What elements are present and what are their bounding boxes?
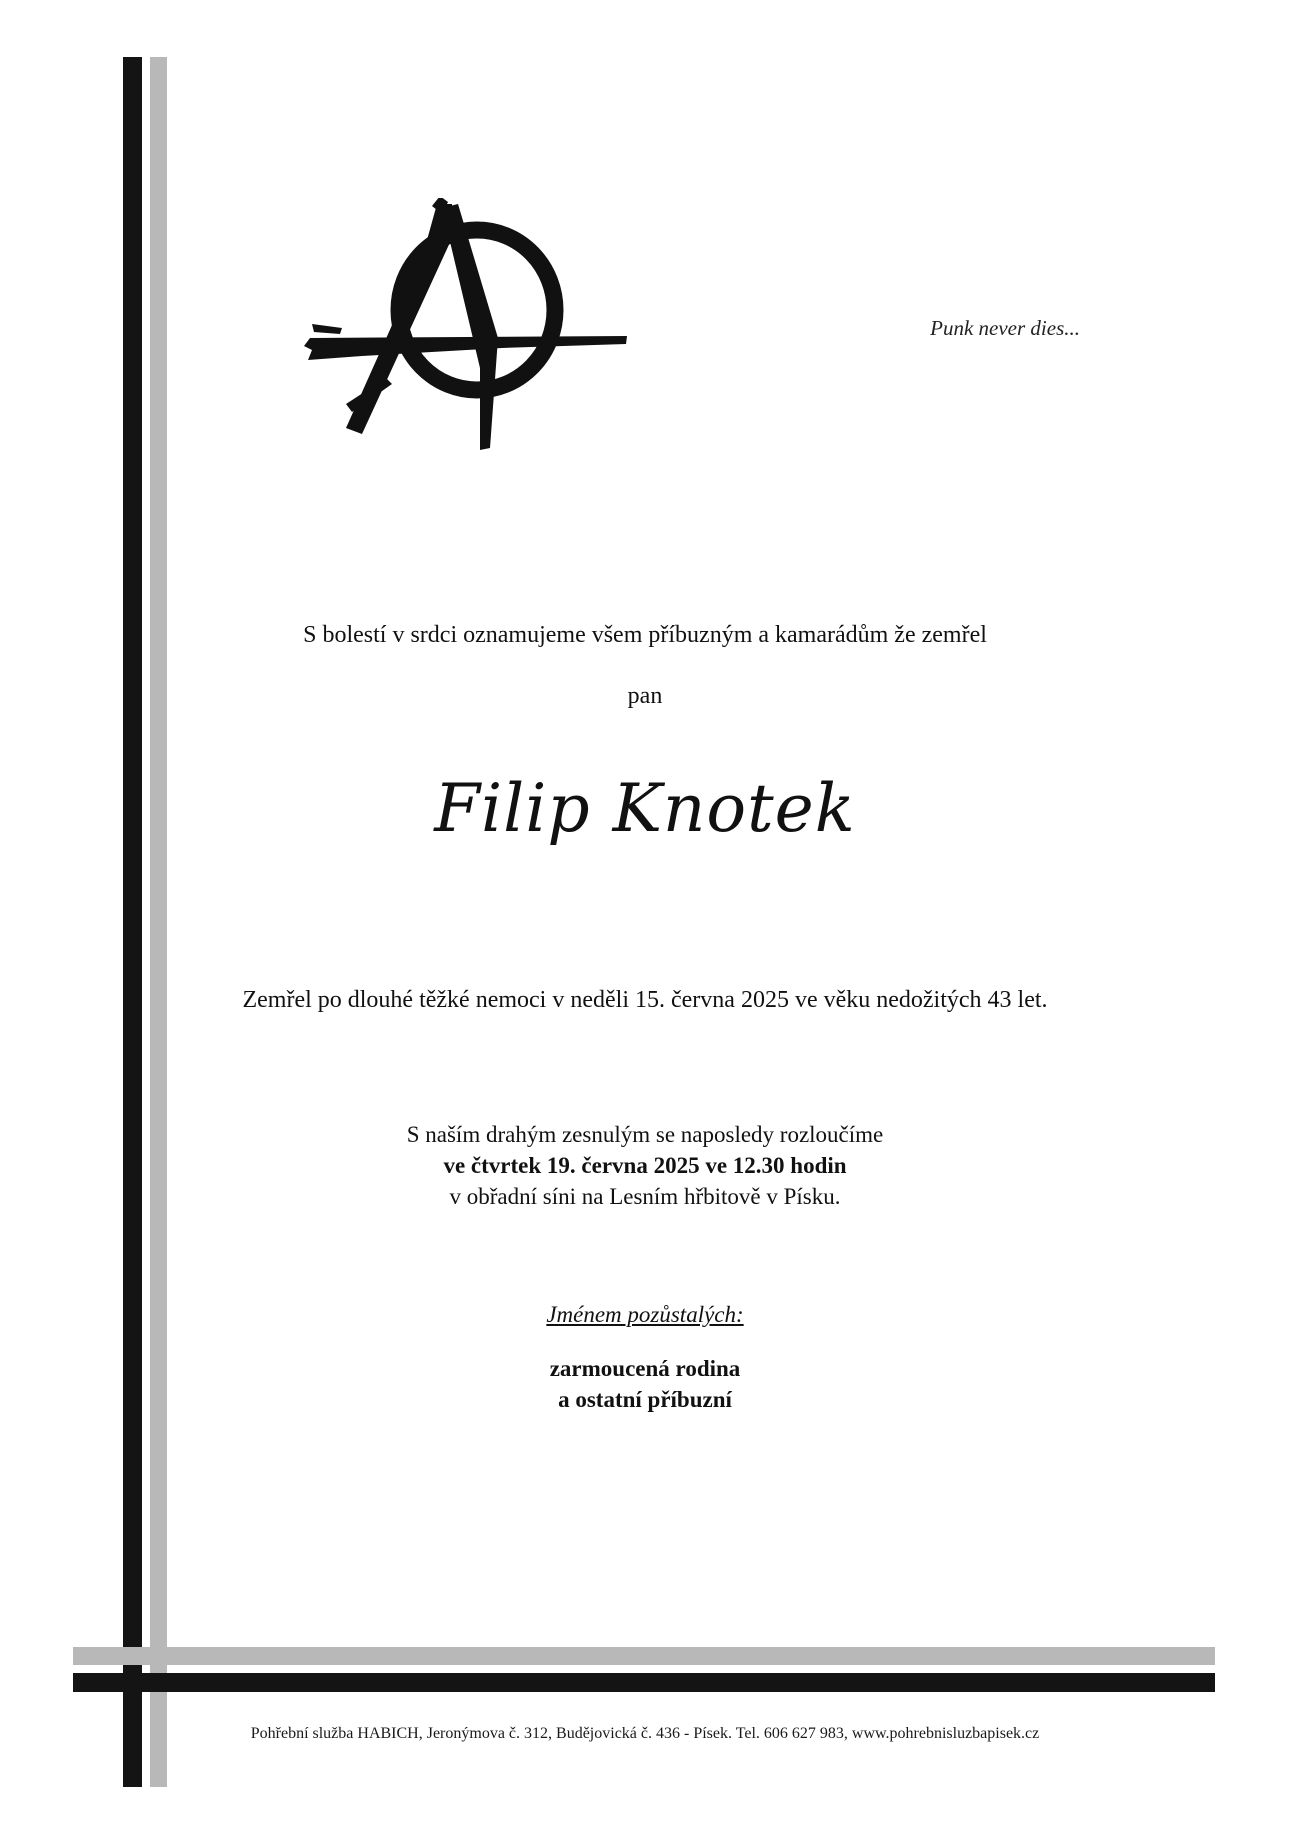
motto-text: Punk never dies... <box>930 316 1080 340</box>
announcement-text: S bolestí v srdci oznamujeme všem příbuzným a kamarádům že zemřel <box>303 622 987 648</box>
farewell-date-time: ve čtvrtek 19. června 2025 ve 12.30 hodin <box>443 1153 847 1178</box>
vertical-grey-stripe <box>150 57 167 1787</box>
mourners-line-1: zarmoucená rodina <box>549 1356 741 1381</box>
farewell-location: v obřadní síni na Lesním hřbitově v Písku. <box>449 1184 841 1209</box>
mourners-line-2: a ostatní příbuzní <box>558 1387 732 1412</box>
salutation-text: pan <box>627 683 663 709</box>
farewell-block <box>185 1119 1105 1212</box>
deceased-name: Filip Knotek <box>434 770 856 847</box>
anarchy-symbol-icon <box>302 198 627 458</box>
death-info-text: Zemřel po dlouhé těžké nemoci v neděli 15. června 2025 ve věku nedožitých 43 let. <box>242 987 1048 1013</box>
mourners-block <box>185 1353 1105 1415</box>
signed-by-heading <box>185 1302 1105 1328</box>
vertical-black-stripe <box>123 57 142 1787</box>
horizontal-grey-stripe <box>73 1647 1215 1665</box>
farewell-line-1: S naším drahým zesnulým se naposledy rozloučíme <box>406 1122 884 1147</box>
signed-by-text: Jménem pozůstalých: <box>546 1302 744 1327</box>
horizontal-black-stripe <box>73 1673 1215 1692</box>
funeral-service-footer: Pohřební služba HABICH, Jeronýmova č. 312, Budějovická č. 436 - Písek. Tel. 606 627 983, www.pohrebnisluzbapisek.cz <box>250 1725 1040 1742</box>
